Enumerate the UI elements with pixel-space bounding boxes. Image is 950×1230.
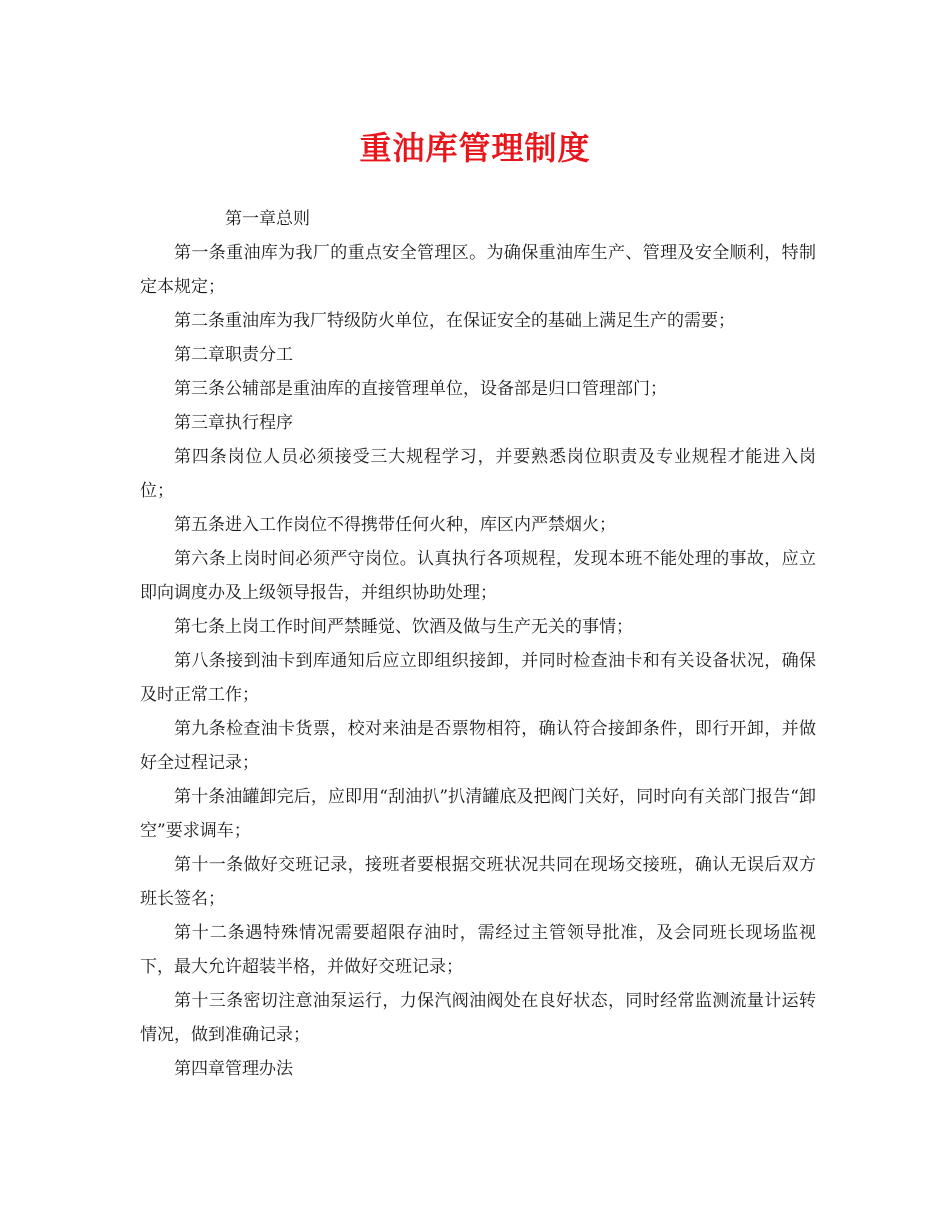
article-paragraph: 第六条上岗时间必须严守岗位。认真执行各项规程，发现本班不能处理的事故，应立即向调度办及上级领导报告，并组织协助处理； (140, 549, 816, 603)
article-paragraph: 第四条岗位人员必须接受三大规程学习，并要熟悉岗位职责及专业规程才能进入岗位； (140, 447, 816, 501)
article-paragraph: 第二条重油库为我厂特级防火单位，在保证安全的基础上满足生产的需要； (174, 311, 735, 331)
chapter-heading: 第四章管理办法 (174, 1059, 293, 1079)
article-paragraph: 第三条公辅部是重油库的直接管理单位，设备部是归口管理部门； (174, 379, 667, 399)
article-paragraph: 第十一条做好交班记录，接班者要根据交班状况共同在现场交接班，确认无误后双方班长签名； (140, 855, 816, 909)
article-paragraph: 第十二条遇特殊情况需要超限存油时，需经过主管领导批准，及会同班长现场监视下，最大允许超装半格，并做好交班记录； (140, 923, 816, 977)
document-body (140, 202, 816, 1086)
article-paragraph: 第五条进入工作岗位不得携带任何火种，库区内严禁烟火； (174, 515, 616, 535)
article-paragraph: 第一条重油库为我厂的重点安全管理区。为确保重油库生产、管理及安全顺利，特制定本规定； (140, 243, 816, 297)
document-title: 重油库管理制度 (359, 129, 591, 167)
chapter-heading: 第一章总则 (225, 209, 310, 229)
chapter-heading: 第三章执行程序 (174, 413, 293, 433)
article-paragraph: 第八条接到油卡到库通知后应立即组织接卸，并同时检查油卡和有关设备状况，确保及时正常工作； (140, 651, 816, 705)
chapter-heading: 第二章职责分工 (174, 345, 293, 365)
article-paragraph: 第十条油罐卸完后，应即用“刮油扒”扒清罐底及把阀门关好，同时向有关部门报告“卸空”要求调车； (140, 787, 816, 841)
article-paragraph: 第七条上岗工作时间严禁睡觉、饮酒及做与生产无关的事情； (174, 617, 633, 637)
article-paragraph: 第九条检查油卡货票，校对来油是否票物相符，确认符合接卸条件，即行开卸，并做好全过程记录； (140, 719, 816, 773)
article-paragraph: 第十三条密切注意油泵运行，力保汽阀油阀处在良好状态，同时经常监测流量计运转情况，做到准确记录； (140, 991, 816, 1045)
